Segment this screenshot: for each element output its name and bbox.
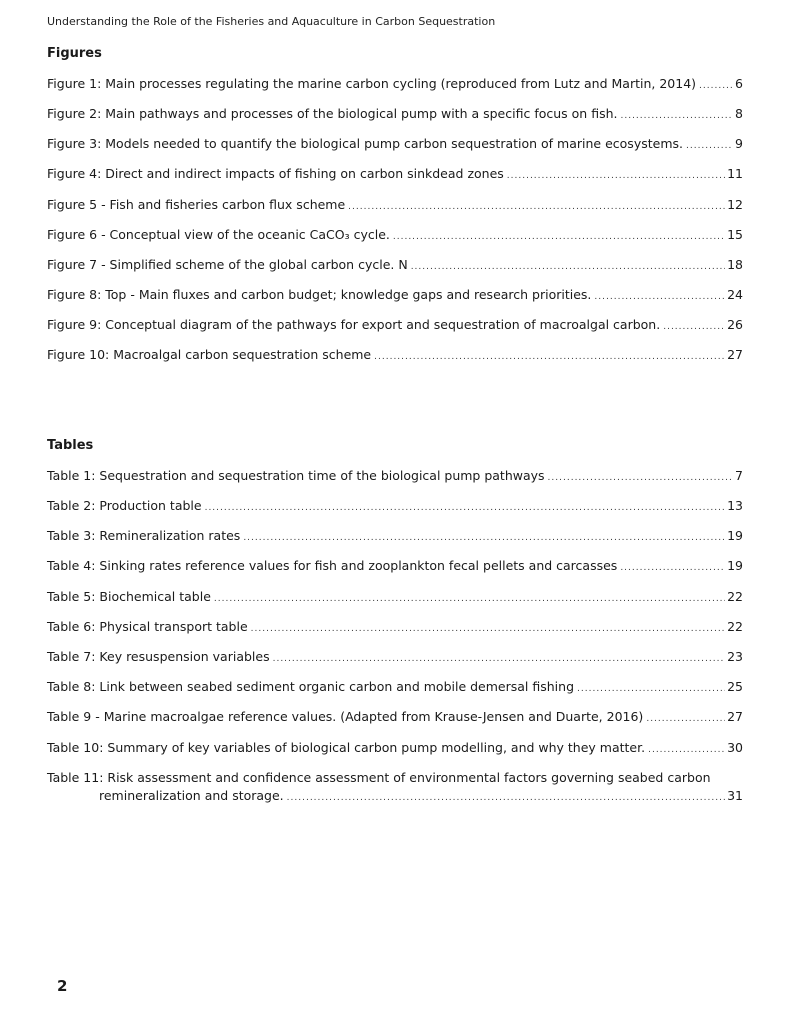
figure-entry-page: 15	[727, 227, 743, 242]
dot-leader	[205, 499, 726, 517]
figure-entry-page: 26	[727, 317, 743, 332]
figure-entry-title: Figure 8: Top - Main fluxes and carbon budget; knowledge gaps and research priorities.	[47, 287, 592, 302]
dot-leader	[686, 137, 733, 155]
dot-leader	[214, 590, 725, 608]
table-entry-title: Table 7: Key resuspension variables	[47, 649, 270, 664]
table-entry-title: Table 2: Production table	[47, 498, 202, 513]
figure-entry-title: Figure 7 - Simplified scheme of the global carbon cycle. N	[47, 257, 408, 272]
dot-leader	[620, 107, 733, 125]
table-entry-title: Table 4: Sinking rates reference values for fish and zooplankton fecal pellets and carcasses	[47, 558, 618, 573]
figure-entry[interactable]	[47, 75, 743, 95]
table-entry-title: Table 6: Physical transport table	[47, 619, 248, 634]
figure-entry-title: Figure 9: Conceptual diagram of the pathways for export and sequestration of macroalgal carbon.	[47, 317, 661, 332]
dot-leader	[507, 167, 725, 185]
figure-entry-page: 18	[727, 257, 743, 272]
table-entry-title: Table 1: Sequestration and sequestration time of the biological pump pathways	[47, 468, 545, 483]
figure-entry-page: 11	[727, 166, 743, 181]
table-entry-page: 22	[727, 589, 743, 604]
figure-entry[interactable]	[47, 105, 743, 125]
dot-leader	[594, 288, 725, 306]
table-entry-title: Table 10: Summary of key variables of biological carbon pump modelling, and why they matter.	[47, 740, 646, 755]
figure-entry-page: 12	[727, 197, 743, 212]
tables-heading: Tables	[47, 438, 94, 453]
figure-entry-page: 27	[727, 347, 743, 362]
table-entry-page: 7	[735, 468, 743, 483]
figure-entry[interactable]	[47, 256, 743, 276]
table-entry[interactable]	[47, 708, 743, 728]
figure-entry-title: Figure 1: Main processes regulating the marine carbon cycling (reproduced from Lutz and Martin, 2014)	[47, 76, 697, 91]
dot-leader	[548, 469, 734, 487]
table-entry[interactable]	[47, 588, 743, 608]
table-entry[interactable]	[47, 769, 743, 807]
dot-leader	[646, 710, 725, 728]
dot-leader	[287, 789, 725, 807]
figure-entry[interactable]	[47, 226, 743, 246]
table-entry-title: Table 9 - Marine macroalgae reference values. (Adapted from Krause-Jensen and Duarte, 2016)	[47, 709, 644, 724]
figure-entry-page: 9	[735, 136, 743, 151]
table-entry[interactable]	[47, 618, 743, 638]
table-entry[interactable]	[47, 648, 743, 668]
table-entry-title: Table 8: Link between seabed sediment organic carbon and mobile demersal fishing	[47, 679, 575, 694]
figure-entry-page: 8	[735, 106, 743, 121]
dot-leader	[577, 680, 725, 698]
table-entry[interactable]	[47, 497, 743, 517]
figure-entry-title: Figure 5 - Fish and fisheries carbon flux scheme	[47, 197, 346, 212]
dot-leader	[699, 77, 733, 95]
figure-entry-page: 6	[735, 76, 743, 91]
dot-leader	[663, 318, 725, 336]
figure-entry[interactable]	[47, 316, 743, 336]
figure-entry-title: Figure 2: Main pathways and processes of the biological pump with a specific focus on fish.	[47, 106, 618, 121]
table-entry-page: 30	[727, 740, 743, 755]
table-entry[interactable]	[47, 527, 743, 547]
table-entry-page: 25	[727, 679, 743, 694]
dot-leader	[273, 650, 726, 668]
table-entry-page: 19	[727, 558, 743, 573]
table-entry[interactable]	[47, 739, 743, 759]
figure-entry[interactable]	[47, 346, 743, 366]
figure-entry[interactable]	[47, 196, 743, 216]
figure-entry-page: 24	[727, 287, 743, 302]
figure-entry-title: Figure 4: Direct and indirect impacts of fishing on carbon sinkdead zones	[47, 166, 504, 181]
dot-leader	[620, 559, 725, 577]
table-entry-page: 23	[727, 649, 743, 664]
table-entry-page: 19	[727, 528, 743, 543]
table-entry[interactable]	[47, 678, 743, 698]
figure-entry[interactable]	[47, 165, 743, 185]
dot-leader	[348, 198, 725, 216]
running-header: Understanding the Role of the Fisheries and Aquaculture in Carbon Sequestration	[47, 15, 496, 28]
page-number: 2	[57, 977, 68, 995]
table-entry-page: 22	[727, 619, 743, 634]
table-entry-title: Table 5: Biochemical table	[47, 589, 211, 604]
table-entry[interactable]	[47, 557, 743, 577]
dot-leader	[411, 258, 725, 276]
table-entry-title: Table 11: Risk assessment and confidence assessment of environmental factors governing seabed carbon	[47, 770, 711, 785]
figure-entry[interactable]	[47, 286, 743, 306]
table-entry-page: 27	[727, 709, 743, 724]
dot-leader	[374, 348, 725, 366]
table-entry-title-continued: remineralization and storage.	[99, 788, 284, 803]
dot-leader	[243, 529, 725, 547]
figure-entry-title: Figure 3: Models needed to quantify the biological pump carbon sequestration of marine ecosystems.	[47, 136, 683, 151]
dot-leader	[648, 741, 725, 759]
figure-entry-title: Figure 10: Macroalgal carbon sequestration scheme	[47, 347, 372, 362]
figure-entry[interactable]	[47, 135, 743, 155]
dot-leader	[251, 620, 725, 638]
table-entry-page: 13	[727, 498, 743, 513]
figures-heading: Figures	[47, 46, 102, 61]
table-entry[interactable]	[47, 467, 743, 487]
table-entry-page: 31	[727, 788, 743, 803]
dot-leader	[393, 228, 725, 246]
figure-entry-title: Figure 6 - Conceptual view of the oceanic CaCO₃ cycle.	[47, 227, 390, 242]
table-entry-title: Table 3: Remineralization rates	[47, 528, 241, 543]
